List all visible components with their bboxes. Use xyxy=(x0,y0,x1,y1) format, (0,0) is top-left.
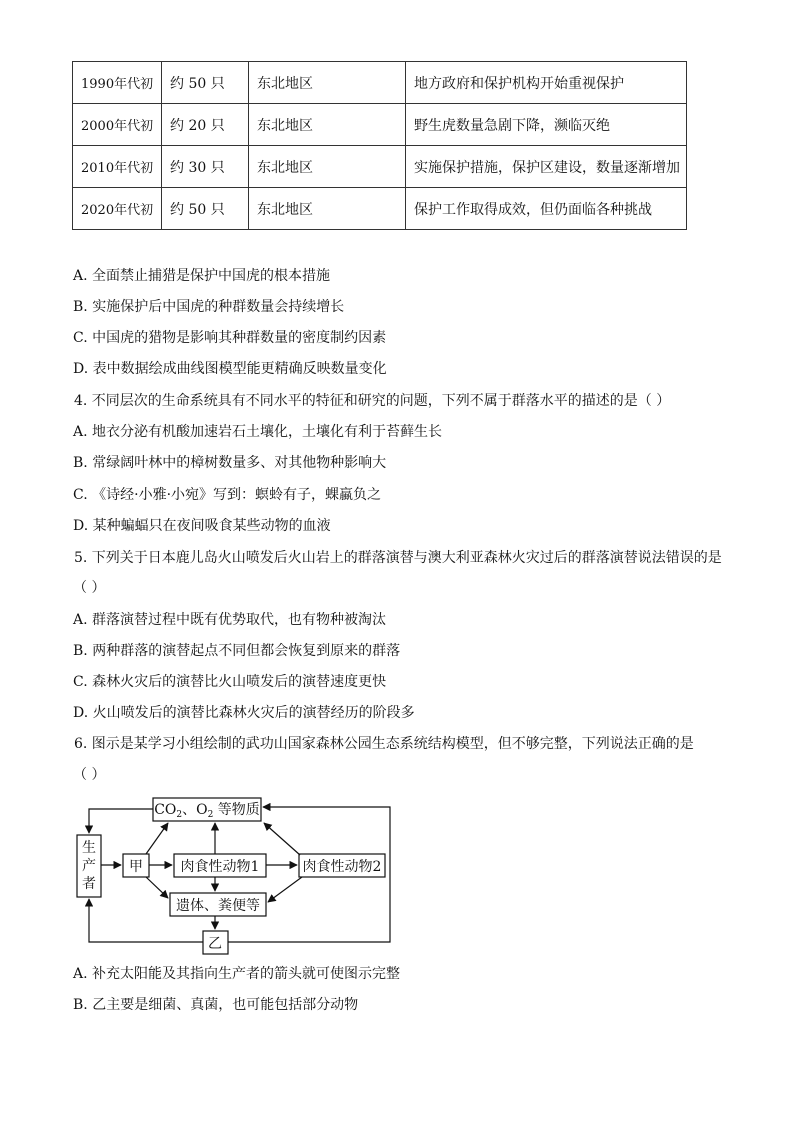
q3-option-b: B. 实施保护后中国虎的种群数量会持续增长 xyxy=(73,299,345,315)
table-row xyxy=(73,188,687,230)
region-cell: 东北地区 xyxy=(249,146,406,188)
period-cell: 1990年代初 xyxy=(73,62,162,104)
note-cell: 保护工作取得成效，但仍面临各种挑战 xyxy=(406,188,687,230)
q4-stem: 4. 不同层次的生命系统具有不同水平的特征和研究的问题，下列不属于群落水平的描述的是（ ） xyxy=(74,393,671,409)
q3-option-a: A. 全面禁止捕猎是保护中国虎的根本措施 xyxy=(73,268,331,284)
q5-option-c: C. 森林火灾后的演替比火山喷发后的演替速度更快 xyxy=(73,674,387,690)
q5-stem: 5. 下列关于日本鹿儿岛火山喷发后火山岩上的群落演替与澳大利亚森林火灾过后的群落演替说法错误的是 xyxy=(74,550,722,566)
q6-option-a: A. 补充太阳能及其指向生产者的箭头就可使图示完整 xyxy=(73,966,401,982)
carnivore2-label: 肉食性动物2 xyxy=(302,859,382,875)
q5-option-b: B. 两种群落的演替起点不同但都会恢复到原来的群落 xyxy=(73,643,401,659)
note-cell: 野生虎数量急剧下降，濒临灭绝 xyxy=(406,104,687,146)
note-cell: 地方政府和保护机构开始重视保护 xyxy=(406,62,687,104)
count-cell: 约 50 只 xyxy=(162,62,249,104)
tiger-population-table xyxy=(72,61,687,230)
producer-char: 者 xyxy=(82,876,96,892)
co2-o2-label: $CO_2$、$O_2$ 等物质 xyxy=(154,802,260,820)
note-cell: 实施保护措施，保护区建设，数量逐渐增加 xyxy=(406,146,687,188)
arrow-jia-to-co2 xyxy=(146,823,168,854)
arrow-co2-to-producer xyxy=(89,809,153,833)
q6-answer-paren: （ ） xyxy=(73,767,106,783)
arrow-carnivore2-to-co2 xyxy=(264,823,300,855)
period-cell: 2000年代初 xyxy=(73,104,162,146)
yi-label: 乙 xyxy=(208,936,222,952)
q4-option-c: C. 《诗经·小雅·小宛》写到：螟蛉有子，蜾蠃负之 xyxy=(73,487,382,503)
q3-option-c: C. 中国虎的猎物是影响其种群数量的密度制约因素 xyxy=(73,330,387,346)
arrow-carnivore2-to-remains xyxy=(268,877,302,902)
q4-option-a: A. 地衣分泌有机酸加速岩石土壤化，土壤化有利于苔藓生长 xyxy=(73,424,443,440)
q5-option-d: D. 火山喷发后的演替比森林火灾后的演替经历的阶段多 xyxy=(73,705,415,721)
q6-stem: 6. 图示是某学习小组绘制的武功山国家森林公园生态系统结构模型，但不够完整，下列说法正确的是 xyxy=(74,736,694,752)
producer-char: 生 xyxy=(82,840,96,856)
jia-label: 甲 xyxy=(129,859,143,875)
region-cell: 东北地区 xyxy=(249,188,406,230)
count-cell: 约 50 只 xyxy=(162,188,249,230)
table-row xyxy=(73,146,687,188)
producer-char: 产 xyxy=(82,858,96,874)
q4-option-d: D. 某种蝙蝠只在夜间吸食某些动物的血液 xyxy=(73,518,331,534)
remains-label: 遗体、粪便等 xyxy=(176,898,260,914)
q3-option-d: D. 表中数据绘成曲线图模型能更精确反映数量变化 xyxy=(73,361,387,377)
q5-answer-paren: （ ） xyxy=(73,580,106,596)
region-cell: 东北地区 xyxy=(249,62,406,104)
count-cell: 约 30 只 xyxy=(162,146,249,188)
table-row xyxy=(73,104,687,146)
table-row xyxy=(73,62,687,104)
ecosystem-structure-diagram xyxy=(70,792,400,957)
region-cell: 东北地区 xyxy=(249,104,406,146)
count-cell: 约 20 只 xyxy=(162,104,249,146)
period-cell: 2010年代初 xyxy=(73,146,162,188)
q4-option-b: B. 常绿阔叶林中的樟树数量多、对其他物种影响大 xyxy=(73,455,387,471)
arrow-jia-to-remains xyxy=(146,877,168,898)
q5-option-a: A. 群落演替过程中既有优势取代，也有物种被淘汰 xyxy=(73,612,387,628)
carnivore1-label: 肉食性动物1 xyxy=(180,859,260,875)
period-cell: 2020年代初 xyxy=(73,188,162,230)
q6-option-b: B. 乙主要是细菌、真菌，也可能包括部分动物 xyxy=(73,997,359,1013)
